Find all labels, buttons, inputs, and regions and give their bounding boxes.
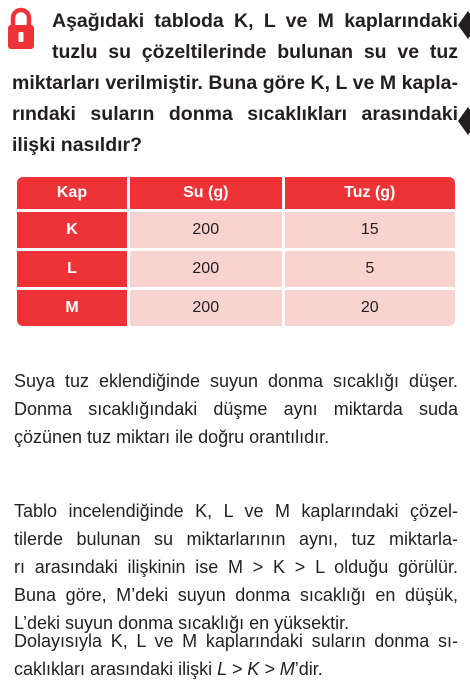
conclusion-line bbox=[14, 655, 458, 683]
text-line: Suya tuz eklendiğinde suyun donma sıcaklığı düşer. bbox=[14, 371, 458, 391]
question-line: ilişki nasıldır? bbox=[12, 134, 143, 156]
edge-mark-icon bbox=[456, 104, 470, 138]
text-line: Tablo incelendiğinde K, L ve M kaplarındaki çözel- bbox=[14, 501, 458, 521]
table-header-row bbox=[17, 177, 455, 209]
row-label: M bbox=[17, 290, 127, 326]
table-row bbox=[17, 212, 455, 248]
row-label: L bbox=[17, 251, 127, 287]
question-line: Aşağıdaki tabloda K, L ve M kaplarındaki bbox=[52, 10, 458, 32]
text-line: Buna göre, M’deki suyun donma sıcaklığı en düşük, bbox=[14, 585, 458, 605]
row-label: K bbox=[17, 212, 127, 248]
question-line: miktarları verilmiştir. Buna göre K, L ve M kapla- bbox=[12, 72, 458, 94]
text-line: L’deki suyun donma sıcaklığı en yüksektir. bbox=[14, 613, 350, 633]
conclusion-relation: L > K > M bbox=[217, 659, 295, 679]
text-line: çözünen tuz miktarı ile doğru orantılıdır. bbox=[14, 427, 330, 447]
question-text bbox=[12, 6, 458, 161]
tuz-cell: 20 bbox=[285, 290, 455, 326]
conclusion-suffix: ’dir. bbox=[294, 659, 323, 679]
su-cell: 200 bbox=[130, 212, 282, 248]
question-line: tuzlu su çözeltilerinde bulunan su ve tuz bbox=[52, 41, 458, 63]
conclusion-prefix: caklıkları arasındaki ilişki bbox=[14, 659, 218, 679]
text-line: rı arasındaki ilişkinin ise M > K > L olduğu görülür. bbox=[14, 557, 458, 577]
explanation-paragraph-2 bbox=[14, 497, 458, 637]
table-row bbox=[17, 251, 455, 287]
column-header-tuz: Tuz (g) bbox=[285, 177, 455, 209]
conclusion-paragraph bbox=[14, 627, 458, 683]
edge-mark-icon bbox=[456, 8, 470, 42]
text-line: tilerde bulunan su miktarlarının aynı, tuz miktarla- bbox=[14, 529, 458, 549]
explanation-paragraph-1 bbox=[14, 367, 458, 451]
table-row bbox=[17, 290, 455, 326]
su-cell: 200 bbox=[130, 251, 282, 287]
text-line: Donma sıcaklığındaki düşme aynı miktarda suda bbox=[14, 399, 458, 419]
su-cell: 200 bbox=[130, 290, 282, 326]
tuz-cell: 15 bbox=[285, 212, 455, 248]
data-table bbox=[14, 174, 458, 329]
tuz-cell: 5 bbox=[285, 251, 455, 287]
column-header-su: Su (g) bbox=[130, 177, 282, 209]
text-line: Dolayısıyla K, L ve M kaplarındaki suların donma sı- bbox=[14, 631, 458, 651]
column-header-kap: Kap bbox=[17, 177, 127, 209]
question-line: rındaki suların donma sıcaklıkları arasındaki bbox=[12, 103, 458, 125]
